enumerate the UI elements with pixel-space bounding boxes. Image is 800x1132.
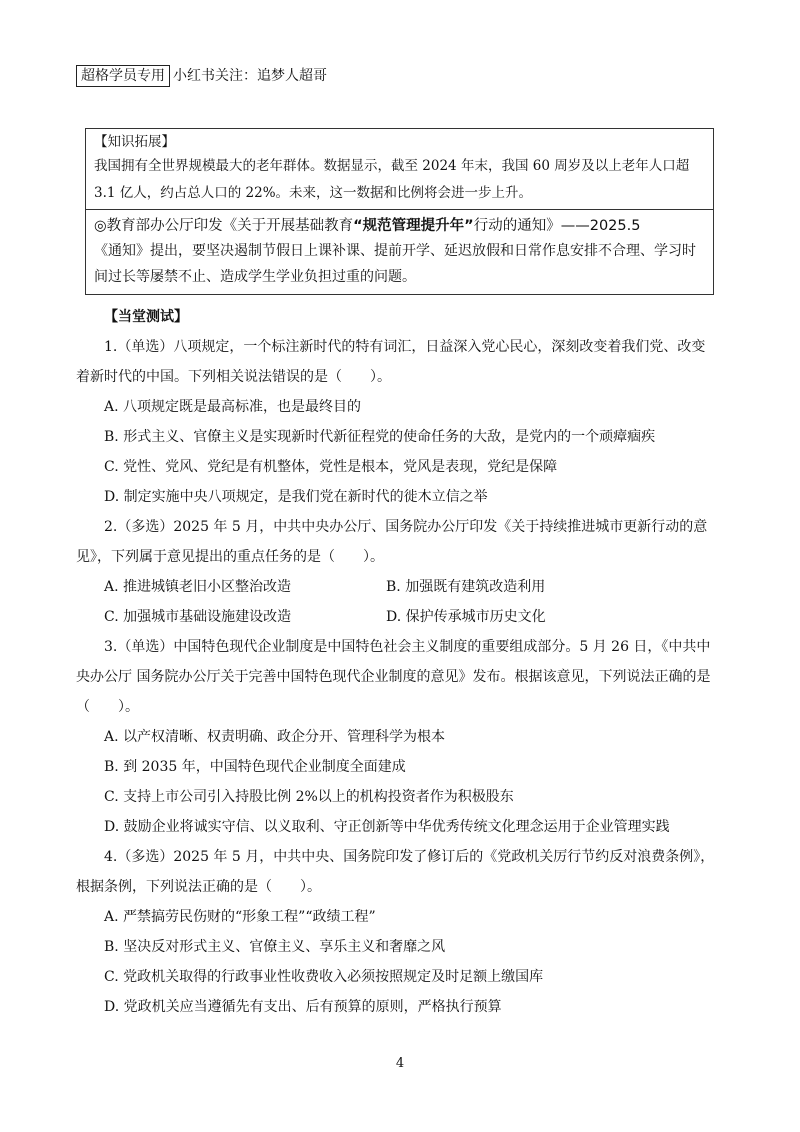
option-a: A. 严禁搞劳民伤财的“形象工程”“政绩工程” <box>104 909 376 925</box>
question-stem: 2.（多选）2025 年 5 月，中共中央办公厅、国务院办公厅印发《关于持续推进城市更新行动的意见》，下列属于意见提出的重点任务的是（ ）。 <box>76 519 708 565</box>
option-row <box>76 602 716 632</box>
page-number: 4 <box>395 1056 405 1071</box>
option-a: A. 八项规定既是最高标准，也是最终目的 <box>104 399 362 415</box>
test-section-title: 【当堂测试】 <box>104 309 188 325</box>
knowledge-title: 【知识拓展】 <box>94 134 175 150</box>
page-header <box>76 64 327 88</box>
option-d: D. 鼓励企业将诚实守信、以义取利、守正创新等中华优秀传统文化理念运用于企业管理实践 <box>104 819 670 835</box>
question-stem: 4.（多选）2025 年 5 月，中共中央、国务院印发了修订后的《党政机关厉行节约反对浪费条例》，根据条例，下列说法正确的是（ ）。 <box>76 849 715 895</box>
option-a: A. 以产权清晰、权责明确、政企分开、管理科学为根本 <box>104 729 446 745</box>
option-b: B. 加强既有建筑改造利用 <box>386 579 546 595</box>
knowledge-paragraph: 我国拥有全世界规模最大的老年群体。数据显示，截至 2024 年末，我国 60 周岁及以上老年人口超 3.1 亿人，约占总人口的 22%。未来，这一数据和比例将会进一步上升。 <box>94 158 690 201</box>
notice-body: 《通知》提出，要坚决遏制节假日上课补课、提前开学、延迟放假和日常作息安排不合理、学习时间过长等屡禁不止、造成学生学业负担过重的问题。 <box>94 243 696 285</box>
header-note: 小红书关注：追梦人超哥 <box>173 68 327 84</box>
knowledge-section <box>86 129 713 209</box>
question-list <box>76 332 716 1022</box>
option-c: C. 加强城市基础设施建设改造 <box>104 609 292 625</box>
knowledge-box <box>85 128 714 295</box>
option-c: C. 支持上市公司引入持股比例 2%以上的机构投资者作为积极股东 <box>104 789 514 805</box>
question-4 <box>76 842 716 1022</box>
notice-title <box>94 214 705 238</box>
option-row <box>76 572 716 602</box>
option-d: D. 保护传承城市历史文化 <box>386 609 546 625</box>
question-2 <box>76 512 716 632</box>
question-stem: 3.（单选）中国特色现代企业制度是中国特色社会主义制度的重要组成部分。5 月 26 日，《中共中央办公厅 国务院办公厅关于完善中国特色现代企业制度的意见》发布。根据该意见，下列说法正确的是（ ）。 <box>76 639 711 715</box>
option-b: B. 形式主义、官僚主义是实现新时代新征程党的使命任务的大敌，是党内的一个顽瘴痼疾 <box>104 429 656 445</box>
notice-bold: “规范管理提升年” <box>353 218 474 234</box>
option-b: B. 到 2035 年，中国特色现代企业制度全面建成 <box>104 759 406 775</box>
notice-prefix: ◎教育部办公厅印发《关于开展基础教育 <box>94 218 354 234</box>
option-d: D. 制定实施中央八项规定，是我们党在新时代的徙木立信之举 <box>104 489 488 505</box>
question-stem: 1.（单选）八项规定，一个标注新时代的特有词汇，日益深入党心民心，深刻改变着我们党、改变着新时代的中国。下列相关说法错误的是（ ）。 <box>76 339 706 385</box>
notice-suffix: 行动的通知》——2025.5 <box>473 218 641 234</box>
option-c: C. 党性、党风、党纪是有机整体，党性是根本，党风是表现，党纪是保障 <box>104 459 558 475</box>
question-3 <box>76 632 716 842</box>
notice-section <box>86 209 713 294</box>
option-c: C. 党政机关取得的行政事业性收费收入必须按照规定及时足额上缴国库 <box>104 969 544 985</box>
exclusive-badge: 超格学员专用 <box>76 65 170 87</box>
option-a: A. 推进城镇老旧小区整治改造 <box>104 579 292 595</box>
question-1 <box>76 332 716 512</box>
option-b: B. 坚决反对形式主义、官僚主义、享乐主义和奢靡之风 <box>104 939 446 955</box>
option-d: D. 党政机关应当遵循先有支出、后有预算的原则，严格执行预算 <box>104 999 502 1015</box>
